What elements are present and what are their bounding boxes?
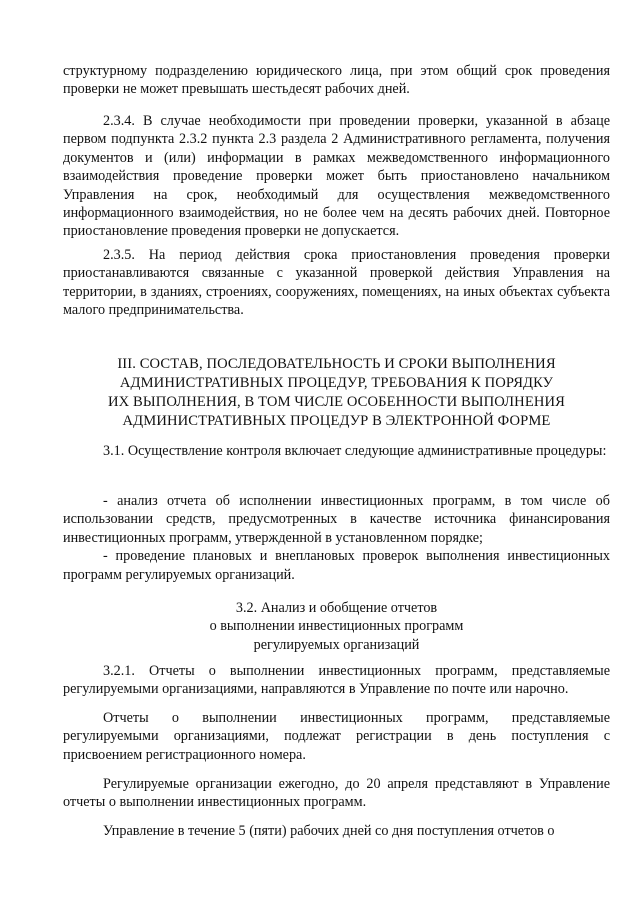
section-heading	[63, 355, 610, 431]
section-heading-line-4: АДМИНИСТРАТИВНЫХ ПРОЦЕДУР В ЭЛЕКТРОННОЙ ФОРМЕ	[122, 413, 551, 429]
section-heading-line-2: АДМИНИСТРАТИВНЫХ ПРОЦЕДУР, ТРЕБОВАНИЯ К ПОРЯДКУ	[119, 375, 554, 391]
paragraph-3-1: 3.1. Осуществление контроля включает следующие административные процедуры:	[103, 443, 607, 459]
list-item: - проведение плановых и внеплановых проверок выполнения инвестиционных программ регулируемых организаций.	[63, 548, 610, 583]
procedures-list	[63, 492, 610, 584]
subsection-heading-line-1: 3.2. Анализ и обобщение отчетов	[235, 600, 438, 616]
paragraph-3-2-1: 3.2.1. Отчеты о выполнении инвестиционных программ, представляемые регулируемыми организациями, направляются в Управление по почте или нарочно.	[63, 663, 610, 698]
section-heading-line-3: ИХ ВЫПОЛНЕНИЯ, В ТОМ ЧИСЛЕ ОСОБЕННОСТИ ВЫПОЛНЕНИЯ	[108, 394, 565, 410]
subsection-heading-line-3: регулируемых организаций	[253, 636, 420, 653]
section-heading-line-1: III. СОСТАВ, ПОСЛЕДОВАТЕЛЬНОСТЬ И СРОКИ ВЫПОЛНЕНИЯ	[117, 356, 556, 372]
paragraph-reports-registration: Отчеты о выполнении инвестиционных программ, представляемые регулируемыми организациями, подлежат регистрации в день поступления с присвоением регистрационного номера.	[63, 710, 610, 763]
paragraph-2-3-4: 2.3.4. В случае необходимости при проведении проверки, указанной в абзаце первом подпункта 2.3.2 пункта 2.3 раздела 2 Административного регламента, получения документов и (или) информации в рамках межведомственного информационного взаимодействия проведение проверки может быть приостановлено начальником Управления на срок, необходимый для осуществления межведомственного информационного взаимодействия, но не более чем на десять рабочих дней. Повторное приостановление проведения проверки не допускается.	[63, 113, 610, 240]
list-item: - анализ отчета об исполнении инвестиционных программ, в том числе об использовании средств, предусмотренных в качестве источника финансирования инвестиционных программ, утвержденной в установленном порядке;	[63, 493, 610, 546]
paragraph-2-3-5: 2.3.5. На период действия срока приостановления проведения проверки приостанавливаются связанные с указанной проверкой действия Управления на территории, в зданиях, строениях, сооружениях, помещениях, на иных объектах субъекта малого предпринимательства.	[63, 247, 610, 319]
subsection-heading	[63, 599, 610, 654]
paragraph-continuation: структурному подразделению юридического лица, при этом общий срок проведения проверки не может превышать шестьдесят рабочих дней.	[63, 63, 610, 98]
paragraph-annual-reports: Регулируемые организации ежегодно, до 20 апреля представляют в Управление отчеты о выполнении инвестиционных программ.	[63, 776, 610, 811]
paragraph-review-period: Управление в течение 5 (пяти) рабочих дней со дня поступления отчетов о	[103, 823, 555, 839]
subsection-heading-line-2: о выполнении инвестиционных программ	[209, 618, 464, 635]
